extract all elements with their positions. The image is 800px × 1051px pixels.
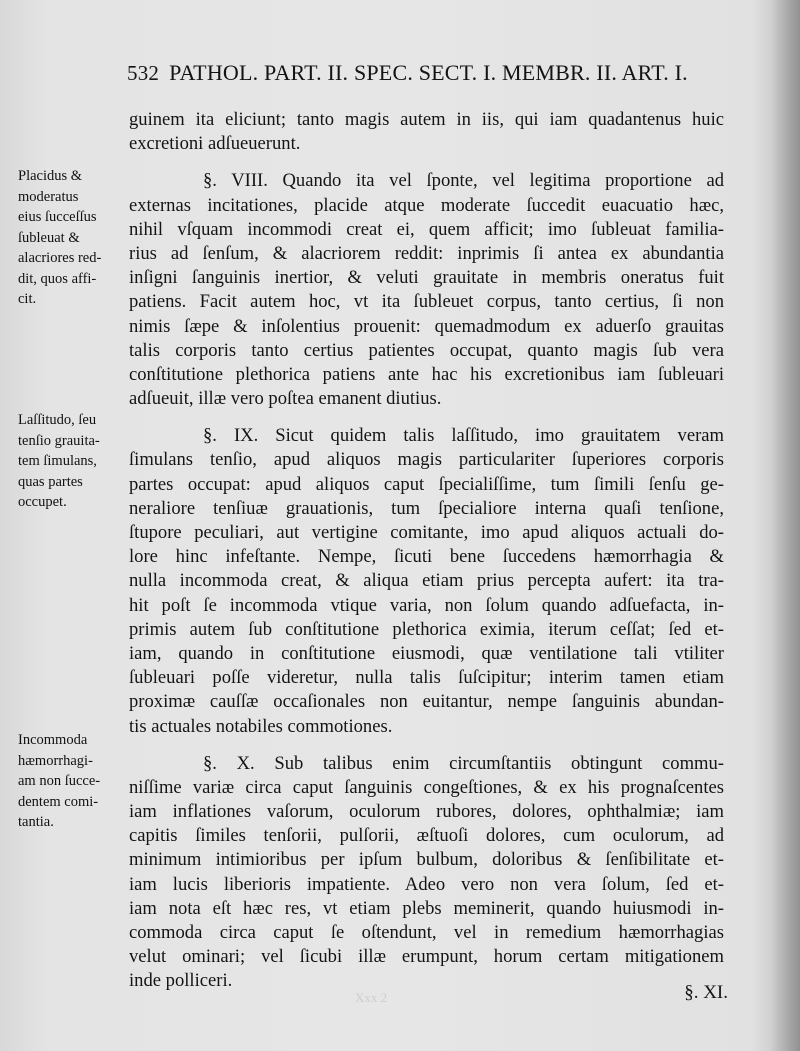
margin-note-x [18,730,128,833]
signature-mark: Xxx 2 [355,990,388,1005]
margin-note-line: ſubleuat & [18,229,80,246]
margin-note-line: moderatus [18,188,79,205]
margin-note-line: quas partes [18,473,83,490]
margin-note-line: hæmorrhagi- [18,752,93,769]
margin-note-line: tenſio grauita- [18,432,100,449]
catchword: §. XI. [684,982,728,1003]
margin-note-line: tem ſimulans, [18,453,97,469]
margin-note-line: Incommoda [18,732,88,748]
margin-note-viii [18,166,128,310]
text-line: ſimulans tenſio, apud aliquos magis particulariter ſuperiores corporis [129,449,724,471]
text-line: proximæ cauſſæ occaſionales non euitantur, nempe ſanguinis abundan- [129,691,724,713]
text-line: rius ad ſenſum, & alacriorem reddit: inprimis ſi antea ex abundantia [129,242,724,264]
text-line: tis actuales notabiles commotiones. [129,715,393,737]
text-line: iam lucis liberioris impatiente. Adeo vero non vera ſolum, ſed et- [129,873,724,895]
margin-note-line: Placidus & [18,168,83,184]
text-line: talis corporis tanto certius patientes occupat, quanto magis ſub vera [129,339,724,361]
text-line: nulla incommoda creat, & aliqua etiam prius percepta aufert: ita tra- [129,570,724,592]
section-viii-heading-line: §. VIII. Quando ita vel ſponte, vel legitima proportione ad [203,170,724,192]
paragraph-gap [129,411,724,424]
text-line: primis autem ſub conſtitutione plethorica eximia, iterum ceſſat; ſed et- [129,618,724,640]
text-line: ſtupore peculiari, aut vertigine comitante, imo apud aliquos actuali do- [129,522,724,543]
text-line: conſtitutione plethorica patiens ante hac his excretionibus iam ſubleuari [129,363,724,385]
margin-note-line: occupet. [18,494,67,510]
text-line: excretioni adſueuerunt. [129,133,301,155]
paragraph-gap [129,156,724,169]
text-line: nimis ſæpe & inſolentius prouenit: quemadmodum ex aduerſo grauitas [129,315,724,337]
text-line: capitis ſimiles tenſorii, pulſorii, æſtuoſi dolores, cum oculorum, ad [129,825,724,847]
margin-note-line: eius ſucceſſus [18,209,97,225]
page-number: 532 [127,61,160,85]
text-line: inſigni ſanguinis inertior, & veluti grauitate in membris oneratus fuit [129,267,724,289]
text-line: patiens. Facit autem hoc, vt ita ſubleuet corpus, tanto certius, ſi non [129,291,724,313]
text-line: adſueuit, illæ vero poſtea emanent diutius. [129,388,442,410]
page-edge-shadow [770,0,800,1051]
text-line: niſſime variæ circa caput ſanguinis congeſtiones, & ex his prognaſcentes [129,776,724,798]
text-line: guinem ita eliciunt; tanto magis autem in iis, qui iam quadantenus huic [129,109,724,130]
paragraph-gap [129,739,724,752]
text-line: ſubleuari poſſe videretur, nulla talis ſuſcipitur; interim tamen etiam [129,667,724,689]
margin-note-line: am non ſucce- [18,773,101,789]
margin-note-ix [18,410,128,513]
text-line: iam inflationes vaſorum, oculorum rubores, dolores, ophthalmiæ; iam [129,801,724,823]
margin-note-line: dentem comi- [18,793,99,810]
text-line: externas incitationes, placide atque moderate ſuccedit euacuatio hæc, [129,194,724,216]
text-line: iam, quando in conſtitutione eiusmodi, quæ ventilatione tali vtiliter [129,642,724,664]
text-line: lore hinc infeſtante. Nempe, ſicuti bene ſuccedens hæmorrhagia & [129,546,724,568]
text-line: minimum intimioribus per ipſum bulbum, doloribus & ſenſibilitate et- [129,849,724,871]
text-line: partes occupat: apud aliquos caput ſpecialiſſime, tum ſimili ſenſu ge- [129,473,724,495]
section-ix-heading-line: §. IX. Sicut quidem talis laſſitudo, imo grauitatem veram [203,425,724,447]
text-line: neraliore tenſiuæ grauationis, tum ſpecialiore interna quaſi tenſione, [129,497,724,519]
text-line: iam nota eſt hæc res, vt etiam plebs meminerit, quando huiusmodi in- [129,897,724,919]
section-x-heading-line: §. X. Sub talibus enim circumſtantiis obtingunt commu- [203,752,724,774]
margin-note-line: dit, quos affi- [18,270,97,287]
margin-note-line: alacriores red- [18,250,102,266]
text-line: velut ominari; vel ſicubi illæ erumpunt, horum certam mitigationem [129,946,724,968]
margin-note-line: cit. [18,291,37,307]
margin-note-line: Laſſitudo, ſeu [18,412,97,428]
text-line: commoda circa caput ſe oſtendunt, vel in remedium hæmorrhagias [129,922,724,943]
main-text-block [129,108,724,994]
running-header [127,60,702,92]
text-line: hit poſt ſe incommoda vtique varia, non ſolum quando adſuefacta, in- [129,594,724,616]
running-head-title: PATHOL. PART. II. SPEC. SECT. I. MEMBR. II. ART. I. [169,60,688,85]
margin-note-line: tantia. [18,814,54,830]
text-line: nihil vſquam incommodi creat ei, quem afficit; imo ſubleuat familia- [129,218,724,240]
text-line: inde polliceri. [129,970,233,992]
